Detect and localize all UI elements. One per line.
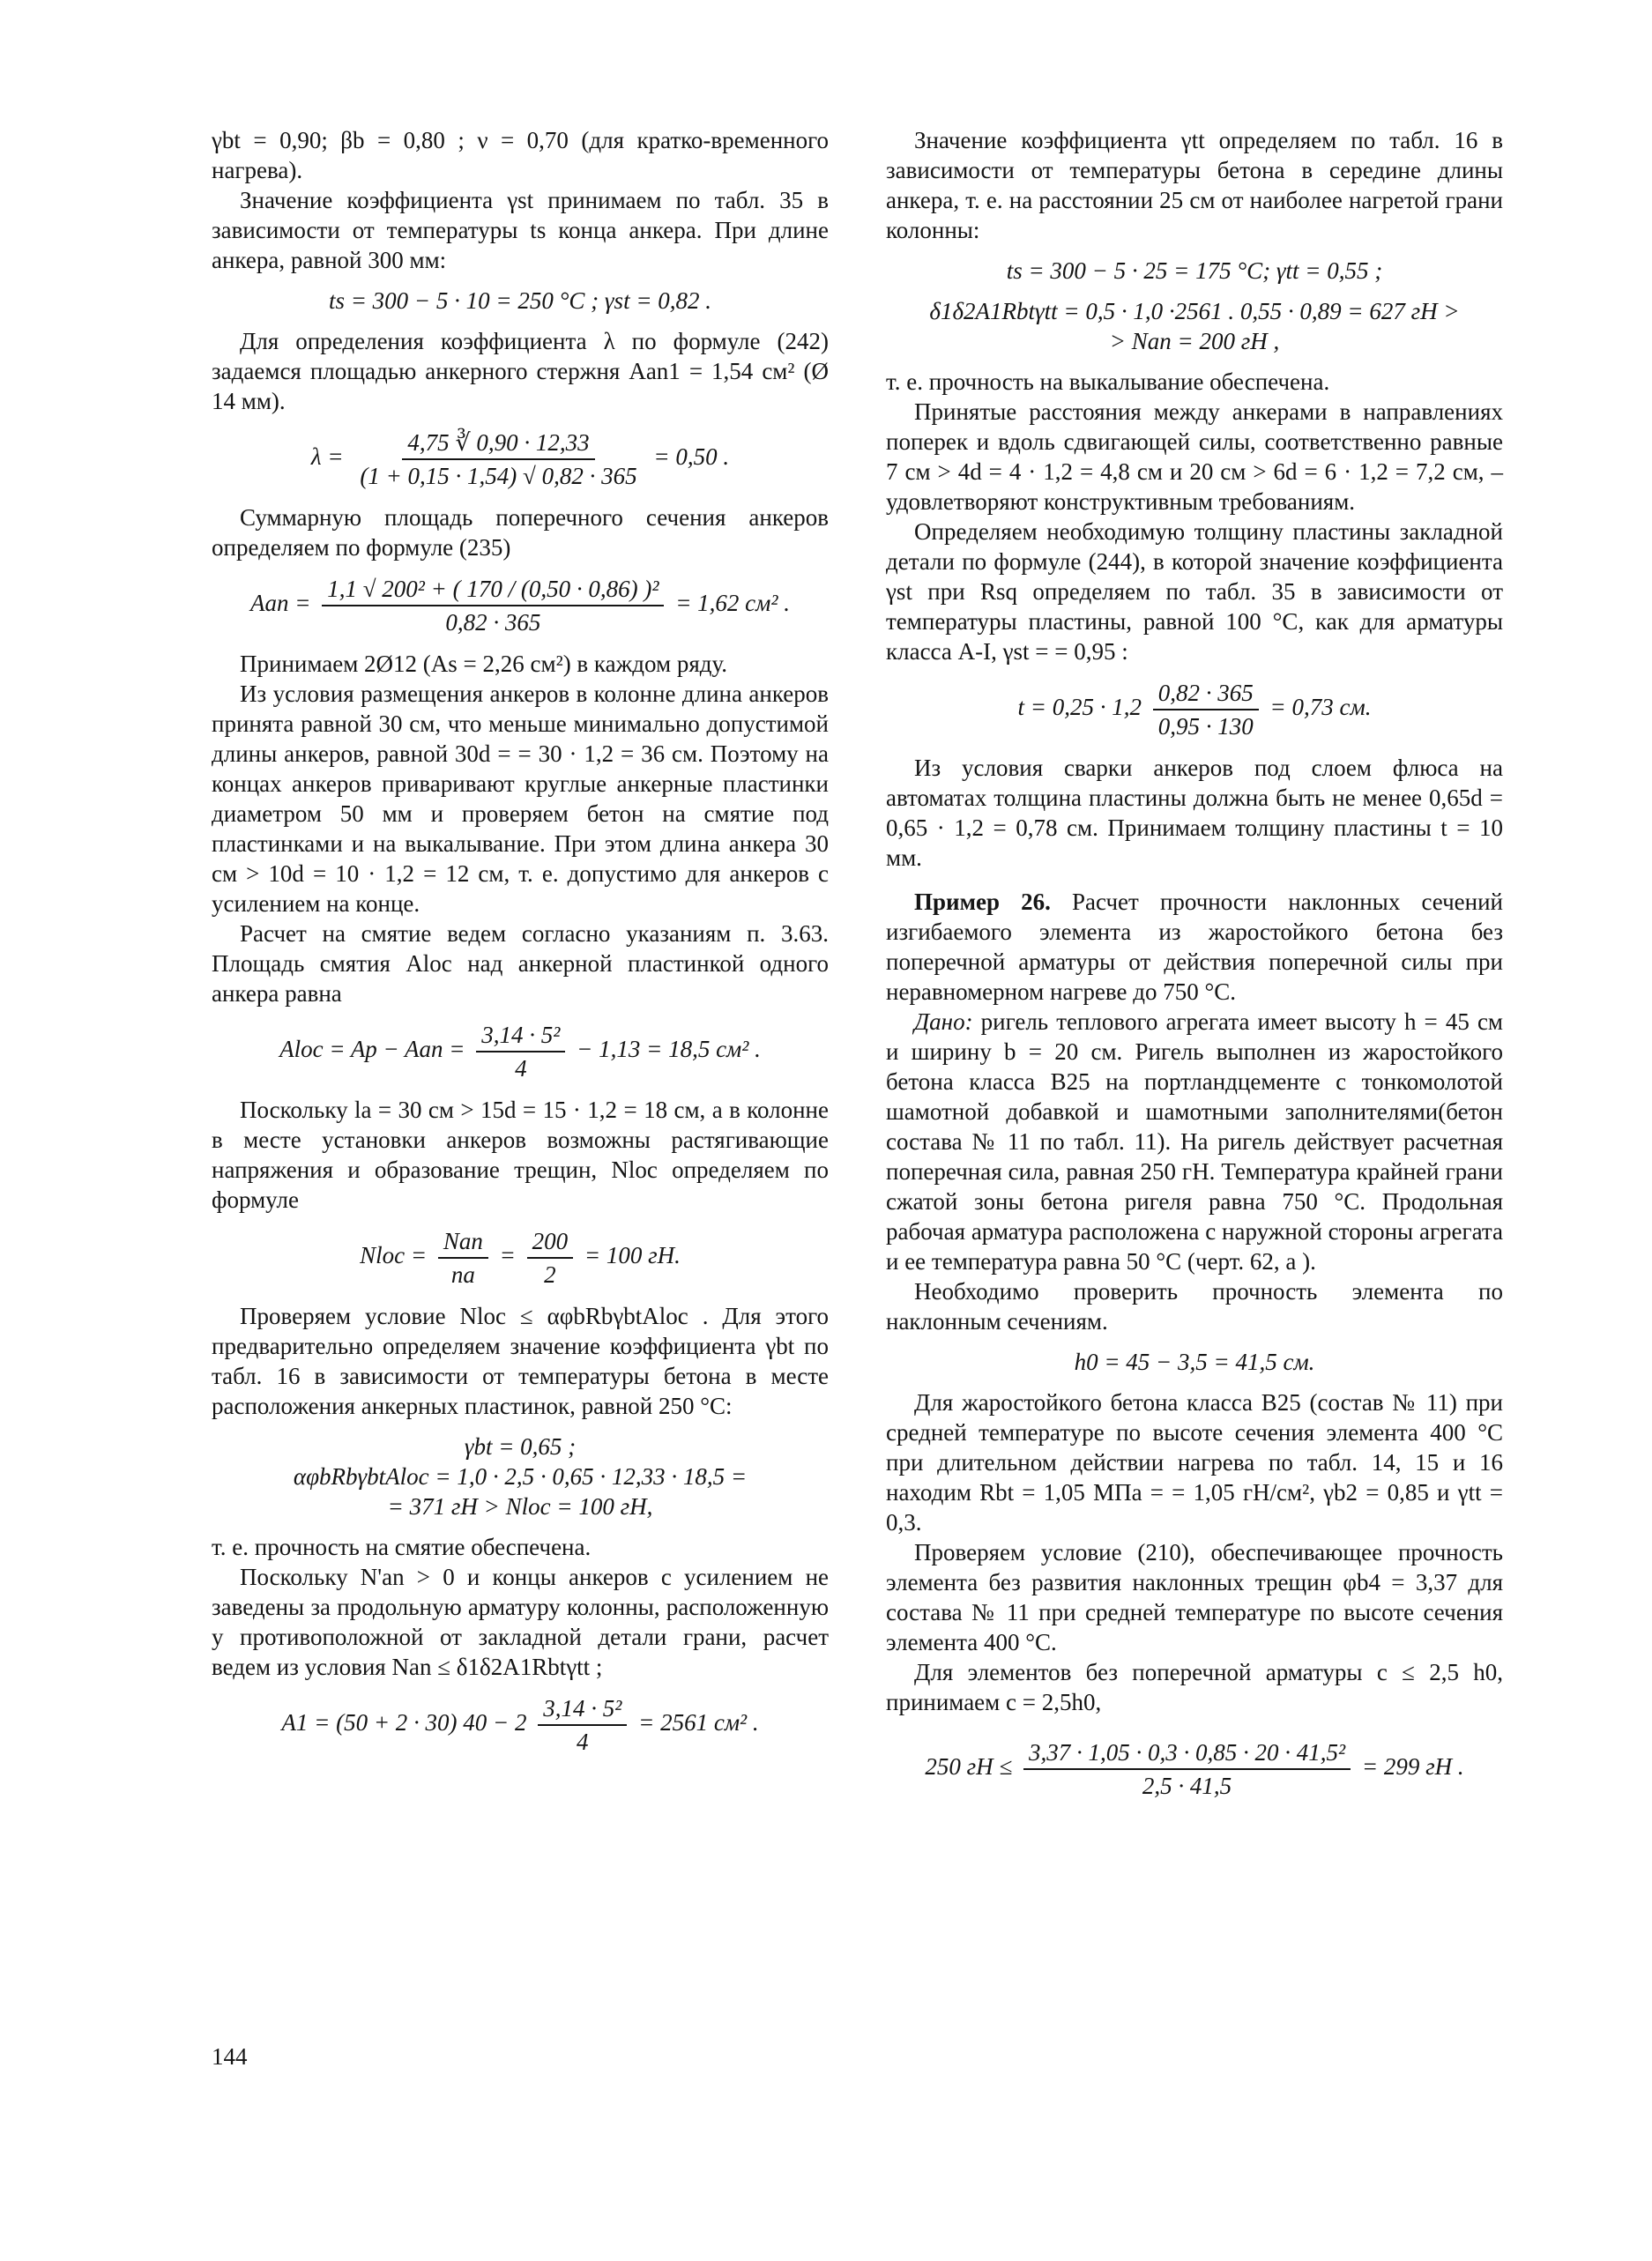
formula-final-check-numerator: 3,37 · 1,05 · 0,3 · 0,85 · 20 · 41,5²	[1023, 1737, 1351, 1770]
formula-nloc-denominator-1: na	[450, 1261, 475, 1288]
formula-nloc-lhs: Nloc =	[360, 1242, 428, 1269]
formula-gamma-bt: γbt = 0,65 ;	[464, 1433, 577, 1460]
given-paragraph	[886, 1007, 1503, 1276]
left-paragraph-2: Для определения коэффициента λ по формуле (242) задаемся площадью анкерного стержня Aan1 = 1,54 см² (Ø 14 мм).	[212, 328, 829, 414]
formula-nloc-fraction-1	[438, 1225, 488, 1290]
formula-plate-thickness	[886, 677, 1503, 742]
formula-aan-lhs: Aan =	[250, 590, 311, 617]
left-paragraph-10: Поскольку N'an > 0 и концы анкеров с усилением не заведены за продольную арматуру колонны, расположенную у противоположной от закладной детали грани, расчет ведем из условия Nan ≤ δ1δ2A1Rbtγtt ;	[212, 1564, 829, 1680]
formula-lambda-fraction	[354, 427, 642, 492]
left-paragraph-7: Поскольку la = 30 см > 15d = 15 · 1,2 = 18 см, а в колонне в месте установки анкеров возможны растягивающие напряжения и образование трещин, Nloc определяем по формуле	[212, 1097, 829, 1213]
formula-plate-thickness-rhs: = 0,73 см.	[1269, 694, 1372, 721]
formula-a1-denominator: 4	[577, 1729, 589, 1755]
formula-aan-numerator: 1,1 √ 200² + ( 170 / (0,50 · 0,86) )²	[322, 573, 664, 606]
formula-delta-line-2: > Nan = 200 гН ,	[1109, 328, 1280, 354]
formula-a1	[212, 1692, 829, 1758]
formula-final-check-fraction	[1023, 1737, 1351, 1802]
formula-check-line-2: = 371 гН > Nloc = 100 гН,	[387, 1493, 653, 1520]
example-26-text: Расчет прочности наклонных сечений изгибаемого элемента из жаростойкого бетона без поперечной арматуры от действия поперечной силы при неравномерном нагреве до 750 °С.	[886, 889, 1504, 1005]
formula-aloc-rhs: − 1,13 = 18,5 см² .	[577, 1036, 761, 1063]
formula-final-check	[886, 1737, 1503, 1802]
formula-a1-fraction	[538, 1692, 627, 1758]
formula-nloc-fraction-2	[527, 1225, 574, 1290]
page-number: 144	[212, 2043, 248, 2070]
formula-a1-rhs: = 2561 см² .	[638, 1709, 759, 1737]
formula-ts-2: ts = 300 − 5 · 25 = 175 °С; γtt = 0,55 ;	[1006, 257, 1383, 284]
formula-final-check-rhs: = 299 гН .	[1361, 1753, 1464, 1781]
formula-nloc-numerator-1: Nan	[438, 1225, 488, 1259]
right-column	[886, 125, 1503, 1812]
given-label: Дано:	[914, 1008, 973, 1035]
formula-lambda-denominator: (1 + 0,15 · 1,54) √ 0,82 · 365	[360, 463, 637, 489]
formula-aloc	[212, 1019, 829, 1084]
right-paragraph-9: Для элементов без поперечной арматуры c ≤ 2,5 h0, принимаем c = 2,5h0,	[886, 1659, 1503, 1715]
formula-ts: ts = 300 − 5 · 10 = 250 °С ; γst = 0,82 .	[328, 287, 712, 314]
left-paragraph-3: Суммарную площадь поперечного сечения анкеров определяем по формуле (235)	[212, 504, 829, 561]
formula-nloc-numerator-2: 200	[527, 1225, 574, 1259]
right-paragraph-6: Необходимо проверить прочность элемента по наклонным сечениям.	[886, 1278, 1503, 1335]
left-paragraph-9: т. е. прочность на смятие обеспечена.	[212, 1534, 592, 1560]
left-paragraph-5: Из условия размещения анкеров в колонне длина анкеров принята равной 30 см, что меньше минимально допустимой длины анкеров, равной 30d = = 30 · 1,2 = 36 см. Поэтому на концах анкеров приваривают круглые анкерные пластинки диаметром 50 мм и проверяем бетон на смятие под пластинками и на выкалывание. При этом длина анкера 30 см > 10d = 10 · 1,2 = 12 см, т. е. допустимо для анкеров с усилением на конце.	[212, 681, 829, 917]
example-26	[886, 887, 1503, 1007]
formula-nloc	[212, 1225, 829, 1290]
left-paragraph-4: Принимаем 2Ø12 (As = 2,26 см²) в каждом ряду.	[240, 651, 728, 677]
formula-check-line-1: αφbRbγbtAloc = 1,0 · 2,5 · 0,65 · 12,33 · 18,5 =	[293, 1463, 748, 1490]
formula-a1-lhs: A1 = (50 + 2 · 30) 40 − 2	[281, 1709, 527, 1737]
formula-aloc-denominator: 4	[515, 1055, 527, 1082]
formula-nloc-denominator-2: 2	[544, 1261, 556, 1288]
right-paragraph-3: Принятые расстояния между анкерами в направлениях поперек и вдоль сдвигающей силы, соответственно равные 7 см > 4d = 4 · 1,2 = 4,8 см и 20 см > 6d = 6 · 1,2 = 7,2 см, – удовлетворяют конструктивным требованиям.	[886, 398, 1503, 515]
right-paragraph-2: т. е. прочность на выкалывание обеспечена.	[886, 368, 1330, 395]
formula-lambda-rhs: = 0,50 .	[653, 443, 730, 471]
formula-aan-fraction	[322, 573, 664, 638]
formula-delta-line-1: δ1δ2A1Rbtγtt = 0,5 · 1,0 ·2561 . 0,55 · 0,89 = 627 гН >	[929, 298, 1460, 324]
left-intro-line: γbt = 0,90; βb = 0,80 ; ν = 0,70 (для кратко-временного нагрева).	[212, 127, 829, 183]
formula-plate-thickness-denominator: 0,95 · 130	[1157, 713, 1254, 740]
formula-aan	[212, 573, 829, 638]
formula-a1-numerator: 3,14 · 5²	[538, 1692, 627, 1726]
example-26-title: Пример 26.	[914, 889, 1051, 915]
formula-final-check-denominator: 2,5 · 41,5	[1142, 1773, 1232, 1799]
formula-aloc-numerator: 3,14 · 5²	[476, 1019, 565, 1052]
formula-nloc-rhs: = 100 гН.	[584, 1242, 681, 1269]
right-paragraph-8: Проверяем условие (210), обеспечивающее прочность элемента без развития наклонных трещин φb4 = 3,37 для состава № 11 при средней температуре по высоте сечения элемента 400 °С.	[886, 1539, 1503, 1655]
formula-lambda-numerator: 4,75 ∛ 0,90 · 12,33	[402, 427, 594, 460]
left-paragraph-8: Проверяем условие Nloc ≤ αφbRbγbtAloc . Для этого предварительно определяем значение коэффициента γbt по табл. 16 в зависимости от температуры бетона в месте расположения анкерных пластинок, равной 250 °С:	[212, 1303, 829, 1419]
formula-plate-thickness-lhs: t = 0,25 · 1,2	[1017, 694, 1142, 721]
formula-aloc-fraction	[476, 1019, 565, 1084]
given-text: ригель теплового агрегата имеет высоту h = 45 см и ширину b = 20 см. Ригель выполнен из жаростойкого бетона класса В25 на портландцементе с тонкомолотой шамотной добавкой и шамотными заполнителями(бетон состава № 11 по табл. 11). На ригель действует расчетная поперечная сила, равная 250 гН. Температура крайней грани сжатой зоны бетона ригеля равна 750 °С. Продольная рабочая арматура расположена с наружной стороны агрегата и ее температура равна 50 °С (черт. 62, а ).	[886, 1008, 1504, 1275]
formula-final-check-lhs: 250 гН ≤	[925, 1753, 1013, 1781]
formula-nloc-equals: =	[499, 1242, 516, 1269]
left-paragraph-1: Значение коэффициента γst принимаем по табл. 35 в зависимости от температуры ts конца анкера. При длине анкера, равной 300 мм:	[212, 187, 829, 273]
right-paragraph-1: Значение коэффициента γtt определяем по табл. 16 в зависимости от температуры бетона в середине длины анкера, т. е. на расстоянии 25 см от наиболее нагретой грани колонны:	[886, 127, 1503, 243]
formula-lambda-lhs: λ =	[310, 443, 344, 471]
left-column	[212, 125, 829, 1768]
right-paragraph-7: Для жаростойкого бетона класса В25 (состав № 11) при средней температуре по высоте сечения элемента 400 °С при длительном действии нагрева по табл. 14, 15 и 16 находим Rbt = 1,05 МПа = = 1,05 гН/см², γb2 = 0,85 и γtt = 0,3.	[886, 1389, 1503, 1536]
right-paragraph-5: Из условия сварки анкеров под слоем флюса на автоматах толщина пластины должна быть не менее 0,65d = 0,65 · 1,2 = 0,78 см. Принимаем толщину пластины t = 10 мм.	[886, 755, 1503, 871]
formula-lambda	[212, 427, 829, 492]
formula-plate-thickness-fraction	[1153, 677, 1259, 742]
left-paragraph-6: Расчет на смятие ведем согласно указаниям п. 3.63. Площадь смятия Aloc над анкерной пластинкой одного анкера равна	[212, 920, 829, 1007]
formula-aan-denominator: 0,82 · 365	[445, 609, 541, 636]
formula-aloc-lhs: Aloc = Ap − Aan =	[279, 1036, 465, 1063]
formula-plate-thickness-numerator: 0,82 · 365	[1153, 677, 1259, 710]
right-paragraph-4: Определяем необходимую толщину пластины закладной детали по формуле (244), в которой значение коэффициента γst при Rsq определяем по табл. 35 в зависимости от температуры пластины, равной 100 °С, как для арматуры класса А-I, γst = = 0,95 :	[886, 518, 1503, 665]
formula-aan-rhs: = 1,62 см² .	[675, 590, 790, 617]
formula-h0: h0 = 45 − 3,5 = 41,5 см.	[1074, 1349, 1315, 1375]
